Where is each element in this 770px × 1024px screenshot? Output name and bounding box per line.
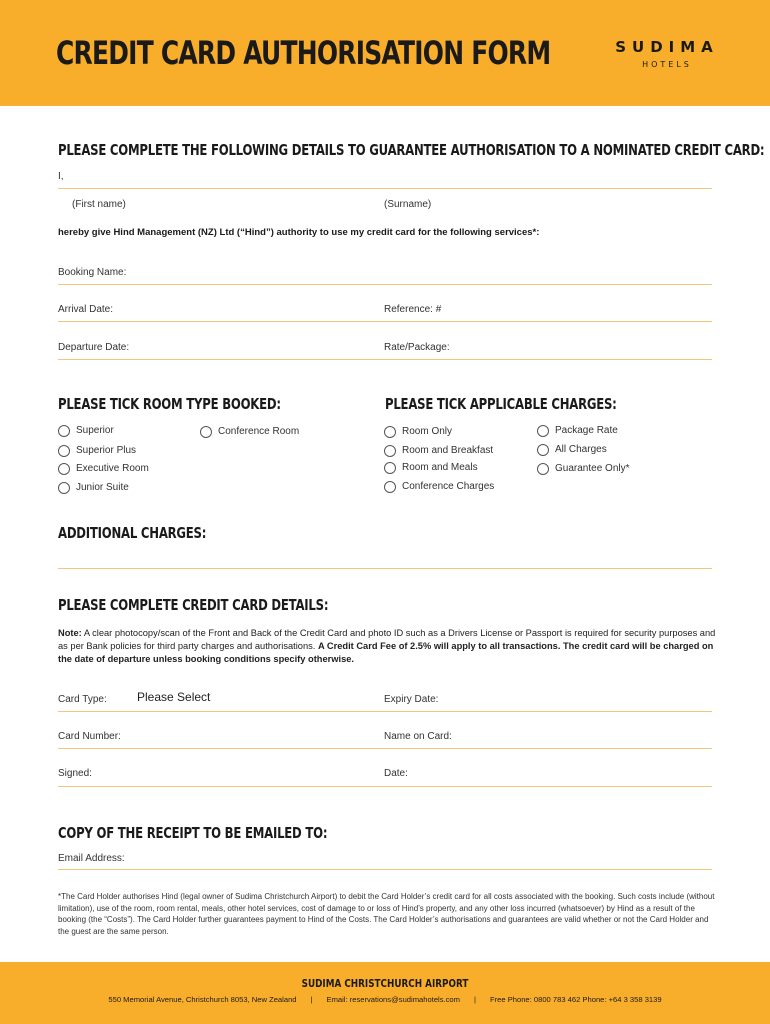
footer-phone: Free Phone: 0800 783 462 Phone: +64 3 358 3139 [489, 995, 662, 1004]
disclaimer-text: *The Card Holder authorises Hind (legal owner of Sudima Christchurch Airport) to debit the Card Holder’s credit card for all costs associated with the booking. Such costs include (without limitation), use of the room, room rental, meals, other hotel services, cost of damage to or loss of Hind’s property, and any other loss incurred (whatsoever) by Hind as a result of the booking (the “Costs”). The Card Holder further guarantees payment to Hind of the Costs. The Card Holder’s authorisations and guarantees are valid whether or not the Card Holder and the guest are the same person. [58, 892, 715, 936]
email-address-label: Email Address: [58, 853, 125, 864]
arrival-reference-field[interactable] [58, 321, 712, 322]
radio-icon[interactable] [537, 444, 549, 456]
radio-icon[interactable] [537, 425, 549, 437]
logo-sub-text: HOTELS [642, 60, 692, 69]
footer-address: 550 Memorial Avenue, Christchurch 8053, New Zealand [108, 995, 297, 1004]
radio-icon[interactable] [384, 462, 396, 474]
room-type-heading: PLEASE TICK ROOM TYPE BOOKED: [58, 395, 281, 413]
card-number-label: Card Number: [58, 731, 121, 742]
radio-icon[interactable] [384, 481, 396, 493]
footer-separator: | [473, 995, 476, 1004]
radio-icon[interactable] [384, 426, 396, 438]
email-address-field[interactable] [58, 869, 712, 870]
charges-heading: PLEASE TICK APPLICABLE CHARGES: [385, 395, 617, 413]
card-type-label: Card Type: [58, 694, 107, 705]
radio-icon[interactable] [58, 425, 70, 437]
date-label: Date: [384, 768, 408, 779]
name-field-line[interactable] [58, 188, 712, 189]
radio-icon[interactable] [58, 463, 70, 475]
receipt-heading: COPY OF THE RECEIPT TO BE EMAILED TO: [58, 824, 328, 842]
header-banner [0, 0, 770, 106]
arrival-date-label: Arrival Date: [58, 304, 114, 315]
departure-date-label: Departure Date: [58, 342, 130, 353]
booking-name-label: Booking Name: [58, 267, 127, 278]
i-label: I, [58, 171, 64, 182]
card-type-select[interactable]: Please Select [137, 690, 211, 704]
footer-contact [0, 995, 770, 1004]
rate-package-label: Rate/Package: [384, 342, 450, 353]
expiry-date-label: Expiry Date: [384, 694, 439, 705]
additional-charges-field[interactable] [58, 568, 712, 569]
signed-label: Signed: [58, 768, 92, 779]
booking-name-field[interactable] [58, 284, 712, 285]
form-title: CREDIT CARD AUTHORISATION FORM [56, 34, 551, 72]
signed-date-field[interactable] [58, 786, 712, 787]
first-name-label: (First name) [72, 199, 126, 210]
radio-icon[interactable] [58, 482, 70, 494]
sudima-logo [612, 38, 722, 69]
logo-main-text: SUDIMA [615, 38, 719, 56]
surname-label: (Surname) [384, 199, 432, 210]
radio-icon[interactable] [200, 426, 212, 438]
footer-title: SUDIMA CHRISTCHURCH AIRPORT [301, 977, 469, 990]
radio-icon[interactable] [58, 445, 70, 457]
name-on-card-label: Name on Card: [384, 731, 452, 742]
radio-icon[interactable] [537, 463, 549, 475]
card-type-expiry-field[interactable] [58, 711, 712, 712]
intro-heading: PLEASE COMPLETE THE FOLLOWING DETAILS TO GUARANTEE AUTHORISATION TO A NOMINATED CREDIT CARD: [58, 141, 765, 159]
card-details-heading: PLEASE COMPLETE CREDIT CARD DETAILS: [58, 596, 329, 614]
footer-email: Email: reservations@sudimahotels.com [326, 995, 460, 1004]
card-note: Note: A clear photocopy/scan of the Front and Back of the Credit Card and photo ID such as a Drivers License or Passport is required for security purposes and as per Bank policies for third party charges and authorisations. A Credit Card Fee of 2.5% will apply to all transactions. The credit card will be charged on the date of departure unless booking conditions specify otherwise. [58, 628, 716, 664]
card-number-name-field[interactable] [58, 748, 712, 749]
radio-icon[interactable] [384, 445, 396, 457]
footer-separator: | [310, 995, 313, 1004]
departure-rate-field[interactable] [58, 359, 712, 360]
additional-charges-heading: ADDITIONAL CHARGES: [58, 524, 207, 542]
authority-text: hereby give Hind Management (NZ) Ltd (“Hind”) authority to use my credit card for the following services*: [58, 227, 540, 238]
reference-label: Reference: # [384, 304, 442, 315]
footer-banner [0, 962, 770, 1024]
